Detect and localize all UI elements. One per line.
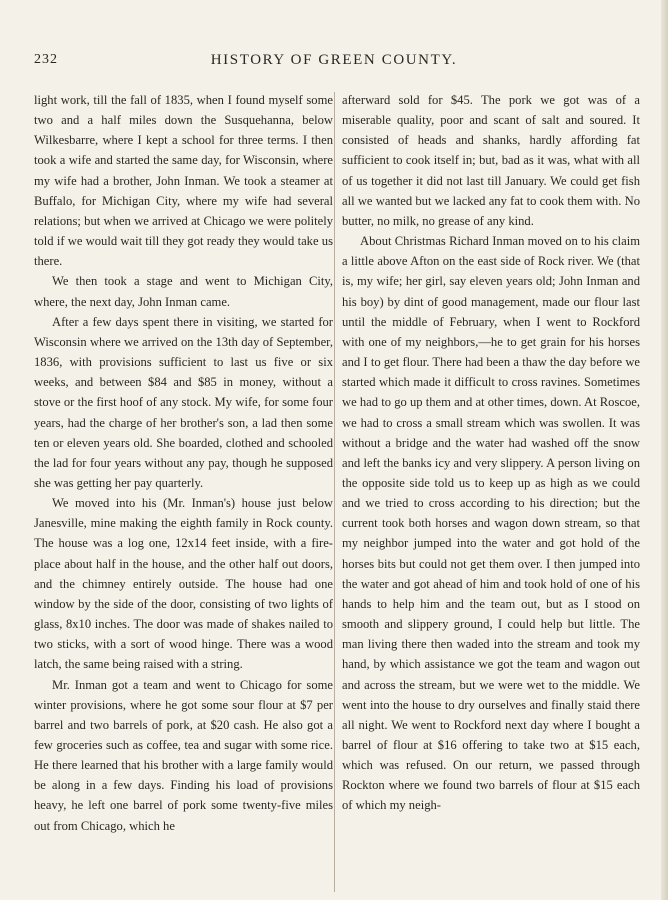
paragraph: We then took a stage and went to Michigan City, where, the next day, John Inman came.	[34, 274, 333, 309]
page-edge	[661, 0, 668, 900]
paragraph: afterward sold for $45. The pork we got was of a miserable quality, poor and scant of salt and soured. It consisted of heads and shanks, hardly affording fat sufficient to cook itself in; but, bad as it was, what with all of us together it did not last till January. We could get fish all we wanted but we lacked any fat to cook them with. No butter, no milk, no grease of any kind.	[342, 93, 640, 228]
paragraph: About Christmas Richard Inman moved on to his claim a little above Afton on the east side of Rock river. We (that is, my wife; her girl, say eleven years old; John Inman and his boy) by dint of good management, made our flour last until the middle of February, when I went to Rockford with one of my neighbors,—he to get grain for his horses and I to get flour. There had been a thaw the day before we started which made it difficult to cross ravines. Sometimes we had to go up them and at other times, down. At Roscoe, we had to cross a small stream which was swollen. It was without a bridge and the water had washed off the snow and left the banks icy and very slippery. A person living on the opposite side told us to keep up as high as we could and we tried to cross according to his direction; but the current took both horses and wagon down stream, so that my neighbor jumped into the water and got hold of the horses bits but could not get them over. I then jumped into the water and got ahead of him and took hold of one of his hands to help him and the team out, but as I stood on smooth and slippery ground, I could help but little. The man living there then waded into the stream and took my hand, by which assistance we got the team and wagon out and across the stream, but we were wet to the middle. We went into the house to dry ourselves and finally staid there all night. We went to Rockford next day where I bought a barrel of flour at $16 offering to take two at $15 each, which was refused. On our return, we passed through Rockton where we found two barrels of flour at $15 each of which my neigh-	[342, 234, 640, 813]
paragraph: After a few days spent there in visiting, we started for Wisconsin where we arrived on the 13th day of September, 1836, with provisions sufficient to last us five or six weeks, and between $84 and $85 in money, without a stove or the first hoof of any stock. My wife, for some four years, had the charge of her brother's son, a lad then some ten or eleven years old. She boarded, clothed and schooled the lad for four years without any pay, though he supposed she was getting her pay quarterly.	[34, 314, 333, 490]
page-number: 232	[34, 52, 58, 67]
paragraph: We moved into his (Mr. Inman's) house just below Janesville, mine making the eighth family in Rock county. The house was a log one, 12x14 feet inside, with a fire-place about half in the house, and the other half out doors, and the chimney entirely outside. The house had one window by the side of the door, consisting of two lights of glass, 8x10 inches. The door was made of shakes nailed to two sticks, with a sort of wood hinge. There was a wood latch, the same being raised with a string.	[34, 496, 333, 672]
left-column	[34, 90, 333, 836]
paragraph: light work, till the fall of 1835, when I found myself some two and a half miles down the Susquehanna, below Wilkesbarre, where I kept a school for three terms. I then took a wife and started the same day, for Wisconsin, where my wife had a brother, John Inman. We took a steamer at Buffalo, for Michigan City, where my wife had several relations; but when we arrived at Chicago we were politely told if we would wait till they got ready they would take us there.	[34, 93, 333, 269]
page-header	[0, 52, 668, 72]
column-divider	[334, 92, 335, 892]
running-title: HISTORY OF GREEN COUNTY.	[210, 52, 458, 68]
paragraph: Mr. Inman got a team and went to Chicago for some winter provisions, where he got some sour flour at $7 per barrel and two barrels of pork, at $20 cash. He also got a few groceries such as coffee, tea and sugar with some rice. He there learned that his brother with a large family would be along in a few days. Finding his load of provisions heavy, he left one barrel of pork some twenty-five miles out from Chicago, which he	[34, 677, 333, 833]
right-column	[342, 90, 640, 816]
